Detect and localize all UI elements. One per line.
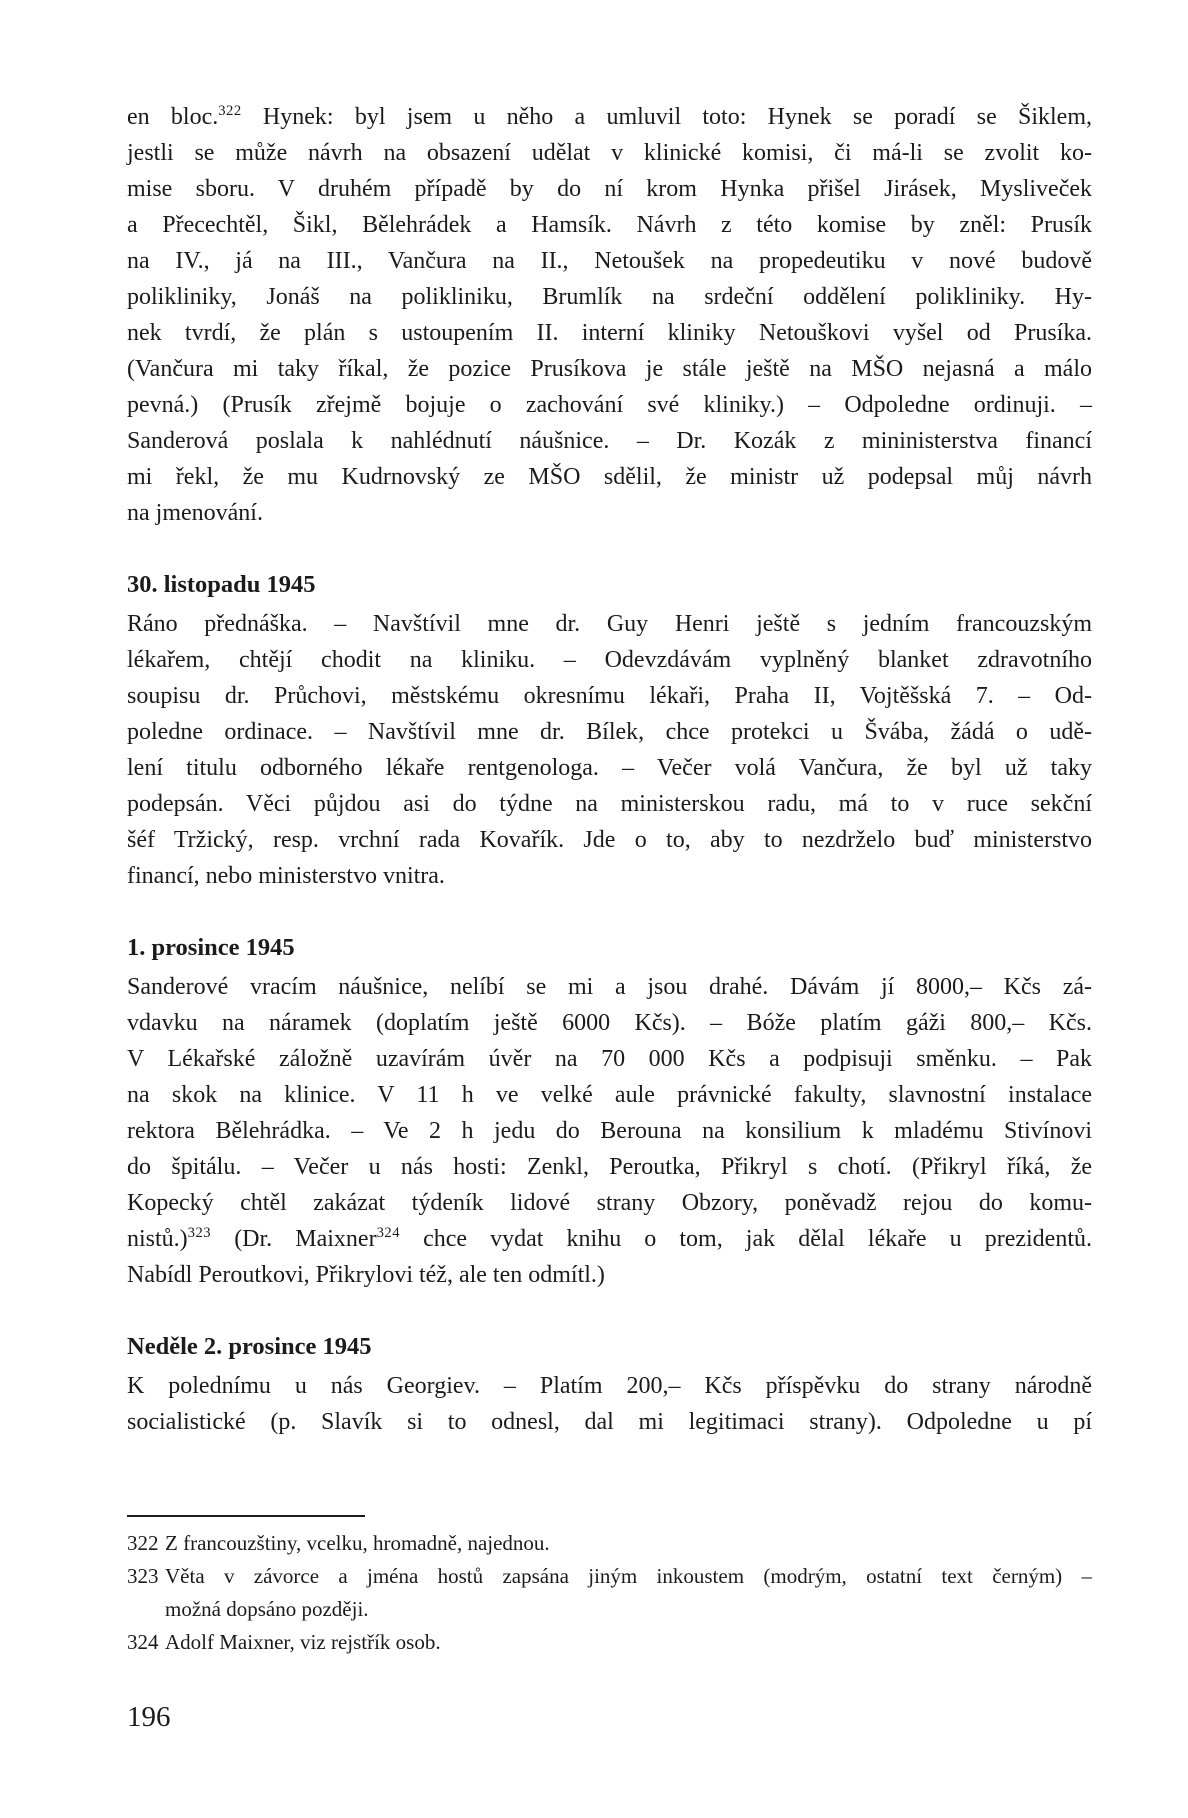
text-line: financí, nebo ministerstvo vnitra. xyxy=(127,863,445,889)
footnote-line: Adolf Maixner, viz rejstřík osob. xyxy=(165,1630,441,1654)
text-line: a Přecechtěl, Šikl, Bělehrádek a Hamsík. Návrh z této komise by zněl: Prusík xyxy=(127,212,1092,238)
text-line: nistů.)$^{323}$ (Dr. Maixner$^{324}$ chce vydat knihu o tom, jak dělal lékaře u prezidentů. xyxy=(127,1225,1092,1252)
footnote-ref: 322 xyxy=(218,103,242,119)
text-line: jestli se může návrh na obsazení udělat v klinické komisi, či má-li se zvolit ko- xyxy=(127,140,1092,166)
text-line: na jmenování. xyxy=(127,500,263,526)
text-line: nek tvrdí, že plán s ustoupením II. interní kliniky Netouškovi vyšel od Prusíka. xyxy=(127,320,1092,346)
footnote-number: 323 xyxy=(127,1564,159,1588)
footnote-number: 324 xyxy=(127,1630,159,1654)
text-line: poledne ordinace. – Navštívil mne dr. Bílek, chce protekci u Švába, žádá o udě- xyxy=(127,719,1092,745)
text-line: lékařem, chtějí chodit na kliniku. – Odevzdávám vyplněný blanket zdravotního xyxy=(127,647,1092,673)
text-line: V Lékařské záložně uzavírám úvěr na 70 000 Kčs a podpisuji směnku. – Pak xyxy=(127,1046,1092,1072)
footnote-area xyxy=(127,1440,1092,1659)
text-line: na IV., já na III., Vančura na II., Netoušek na propedeutiku v nové budově xyxy=(127,248,1092,274)
footnote-number: 322 xyxy=(127,1531,159,1555)
text-line: mise sboru. V druhém případě by do ní krom Hynka přišel Jirásek, Mysliveček xyxy=(127,176,1092,202)
text-line: Sanderová poslala k nahlédnutí náušnice. – Dr. Kozák z mininisterstva financí xyxy=(127,428,1092,454)
text-line: mi řekl, že mu Kudrnovský ze MŠO sdělil, že ministr už podepsal můj návrh xyxy=(127,464,1092,490)
footnote-separator xyxy=(127,1515,365,1517)
text-line: (Vančura mi taky říkal, že pozice Prusíkova je stále ještě na MŠO nejasná a málo xyxy=(127,356,1092,382)
text-line: podepsán. Věci půjdou asi do týdne na ministerskou radu, má to v ruce sekční xyxy=(127,791,1092,817)
text-flow xyxy=(127,99,1092,1440)
paragraph xyxy=(127,1368,1092,1440)
text-line: polikliniky, Jonáš na polikliniku, Brumlík na srdeční oddělení polikliniky. Hy- xyxy=(127,284,1092,310)
text-line: pevná.) (Prusík zřejmě bojuje o zachování své kliniky.) – Odpoledne ordinuji. – xyxy=(127,392,1092,418)
text-line: Kopecký chtěl zakázat týdeník lidové strany Obzory, poněvadž rejou do komu- xyxy=(127,1190,1092,1216)
text-line: K polednímu u nás Georgiev. – Platím 200,– Kčs příspěvku do strany národně xyxy=(127,1373,1092,1399)
footnote-item xyxy=(127,1626,1092,1659)
text-line: na skok na klinice. V 11 h ve velké aule právnické fakulty, slavnostní instalace xyxy=(127,1082,1092,1108)
text-line: rektora Bělehrádka. – Ve 2 h jedu do Berouna na konsilium k mladému Stivínovi xyxy=(127,1118,1092,1144)
paragraph xyxy=(127,969,1092,1293)
text-line: Nabídl Peroutkovi, Přikrylovi též, ale ten odmítl.) xyxy=(127,1262,605,1288)
footnote-item xyxy=(127,1527,1092,1560)
footnote-line: Věta v závorce a jména hostů zapsána jiným inkoustem (modrým, ostatní text černým) – xyxy=(165,1564,1092,1588)
text-line: Ráno přednáška. – Navštívil mne dr. Guy Henri ještě s jedním francouzským xyxy=(127,611,1092,637)
footnote-ref: 324 xyxy=(376,1225,401,1241)
footnote-line: možná dopsáno později. xyxy=(165,1597,369,1621)
text-line: en bloc.$^{322}$ Hynek: byl jsem u něho a umluvil toto: Hynek se poradí se Šiklem, xyxy=(127,103,1092,130)
text-line: vdavku na náramek (doplatím ještě 6000 Kčs). – Bóže platím gáži 800,– Kčs. xyxy=(127,1010,1092,1036)
footnote-line: Z francouzštiny, vcelku, hromadně, najednou. xyxy=(165,1531,550,1555)
text-line: do špitálu. – Večer u nás hosti: Zenkl, Peroutka, Přikryl s chotí. (Přikryl říká, že xyxy=(127,1154,1092,1180)
paragraph xyxy=(127,99,1092,531)
footnote-item xyxy=(127,1560,1092,1626)
text-line: šéf Tržický, resp. vrchní rada Kovařík. Jde o to, aby to nezdrželo buď ministerstvo xyxy=(127,827,1092,853)
section-heading: 1. prosince 1945 xyxy=(127,934,295,961)
text-line: soupisu dr. Průchovi, městskému okresnímu lékaři, Praha II, Vojtěšská 7. – Od- xyxy=(127,683,1092,709)
paragraph xyxy=(127,606,1092,894)
footnote-list xyxy=(127,1527,1092,1659)
section-heading: Neděle 2. prosince 1945 xyxy=(127,1333,372,1360)
text-line: socialistické (p. Slavík si to odnesl, dal mi legitimaci strany). Odpoledne u pí xyxy=(127,1409,1092,1435)
page-number: 196 xyxy=(127,1701,171,1733)
footnote-ref: 323 xyxy=(187,1225,212,1241)
section-heading: 30. listopadu 1945 xyxy=(127,571,316,598)
text-line: lení titulu odborného lékaře rentgenologa. – Večer volá Vančura, že byl už taky xyxy=(127,755,1092,781)
text-line: Sanderové vracím náušnice, nelíbí se mi a jsou drahé. Dávám jí 8000,– Kčs zá- xyxy=(127,974,1092,1000)
